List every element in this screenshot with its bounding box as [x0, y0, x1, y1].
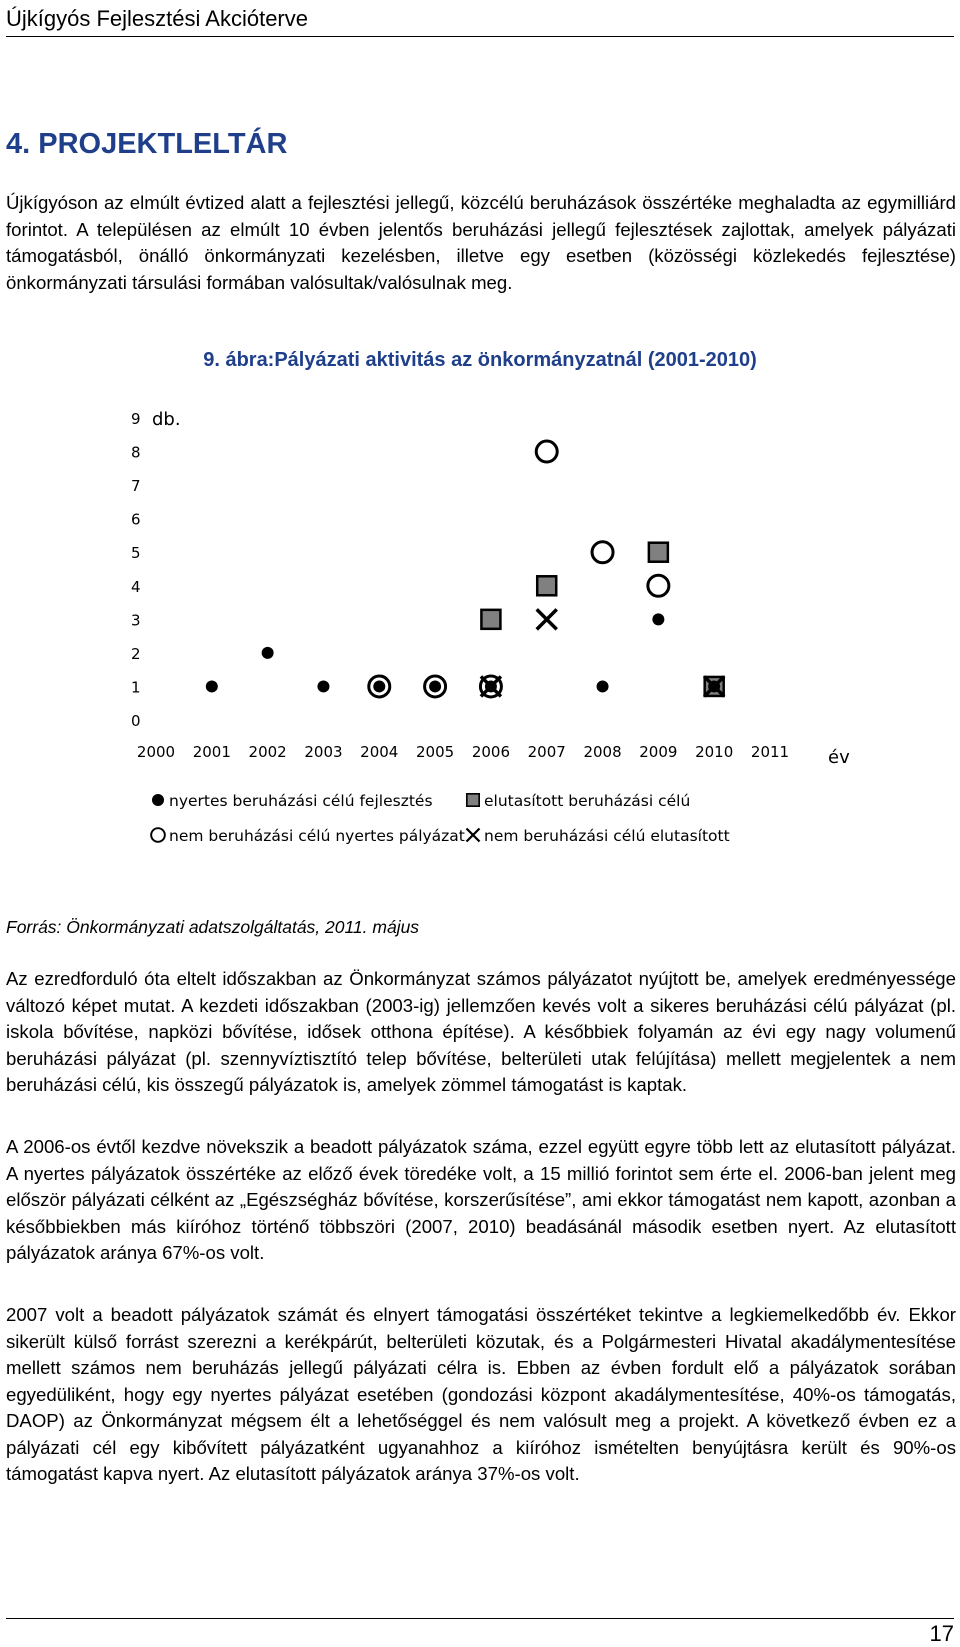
x-tick-label: 2005 [415, 743, 455, 761]
x-tick-label: 2011 [750, 743, 790, 761]
x-tick-label: 2003 [304, 743, 343, 761]
y-tick-label: 5 [131, 544, 141, 563]
x-tick-label: 2007 [527, 743, 566, 761]
legend-marker [467, 794, 479, 806]
legend-marker [152, 794, 164, 806]
body-paragraph-2: A 2006-os évtől kezdve növekszik a beadott pályázatok száma, ezzel együtt egyre több lett az elutasított pályázat. A nyertes pályázatok összértéke az előző évek töredéke volt, a 15 millió forintot sem érte el. 2006-ban jelent meg először pályázati célként az „Egészségház bővítése, korszerűsítése”, ami ekkor támogatást nem kapott, azonban a későbbiekben más kiíróhoz történő többszöri (2007, 2010) beadásánál második esetben nyert. Az elutasított pályázatok aránya 67%-os volt. [6, 1136, 956, 1263]
data-point [481, 610, 500, 629]
x-tick-label: 2006 [471, 743, 511, 761]
legend-label: nem beruházási célú nyertes pályázat [169, 827, 465, 845]
y-tick-label: 4 [131, 577, 141, 596]
y-tick-label: 7 [131, 477, 141, 496]
y-tick-label: 3 [131, 611, 141, 630]
x-tick-label: 2000 [136, 743, 176, 761]
legend-marker [151, 828, 165, 842]
body-paragraph-1: Az ezredforduló óta eltelt időszakban az Önkormányzat számos pályázatot nyújtott be, amelyek eredményessége változó képet mutat. A kezdeti időszakban (2003-ig) jellemzően kevés volt a sikeres beruházási célú pályázat (pl. iskola bővítése, napközi bővítése, idősek otthona építése). A későbbiek folyamán az évi egy nagy volumenű beruházási pályázat (pl. szennyvíztisztító telep bővítése, belterületi utak felújítása) mellett megjelentek a nem beruházási célú, kis összegű pályázatok is, amelyek zömmel támogatást is kaptak. [6, 968, 956, 1095]
figure-source: Forrás: Önkormányzati adatszolgáltatás, 2011. május [6, 917, 420, 937]
data-point [652, 613, 664, 625]
data-point [537, 609, 557, 629]
data-point [373, 680, 385, 692]
section-title: 4. PROJEKTLELTÁR [6, 128, 288, 160]
body-paragraph-3: 2007 volt a beadott pályázatok számát és elnyert támogatási összértéket tekintve a legkiemelkedőbb év. Ekkor sikerült külső forrást szerezni a kerékpárút, belterületi közutak, és a Polgármesteri Hivatal akadálymentesítése mellett számos nem beruházás jellegű pályázati célra is. Ebben az évben fordult elő a pályázatok sorában egyedüliként, hogy egy nyertes pályázat esetében (gondozási központ akadálymentesítése, 40%-os támogatás, DAOP) az Önkormányzat mégsem élt a lehetőséggel és nem valósult meg a projekt. A következő évben ez a pályázati cél egy kibővített pályázatként ugyanahhoz a kiíróhoz ismételten benyújtásra került és 90%-os támogatást kapva nyert. Az elutasított pályázatok aránya 37%-os volt. [6, 1304, 956, 1484]
footer-rule [6, 1618, 954, 1619]
x-tick-label: 2001 [192, 743, 231, 761]
running-header [6, 6, 954, 37]
figure-caption: 9. ábra:Pályázati aktivitás az önkormányzatnál (2001-2010) [203, 349, 757, 371]
data-point [592, 542, 613, 563]
data-point [317, 680, 329, 692]
data-point [648, 575, 669, 596]
legend-label: nyertes beruházási célú fejlesztés [169, 792, 433, 810]
x-tick-label: 2002 [248, 743, 287, 761]
data-point [429, 680, 441, 692]
data-point [262, 647, 274, 659]
y-tick-label: 2 [131, 644, 141, 663]
legend-label: nem beruházási célú elutasított [484, 827, 730, 845]
data-point [649, 543, 668, 562]
data-point [536, 441, 557, 462]
y-tick-label: 6 [131, 510, 141, 529]
data-point [206, 680, 218, 692]
y-tick-label: 1 [131, 678, 141, 697]
x-tick-label: 2010 [695, 743, 734, 761]
y-axis-label: db. [152, 409, 181, 430]
scatter-chart [0, 395, 960, 895]
legend-label: elutasított beruházási célú [484, 792, 691, 810]
intro-paragraph: Újkígyóson az elmúlt évtized alatt a fejlesztési jellegű, közcélú beruházások összértéke meghaladta az egymilliárd forintot. A településen az elmúlt 10 évben jelentős beruházási jellegű fejlesztések zajlottak, amelyek pályázati támogatásból, önálló önkormányzati kezelésben, illetve egy esetben (közösségi közlekedés fejlesztése) önkormányzati társulási formában valósultak/valósulnak meg. [6, 192, 956, 293]
header-title: Újkígyós Fejlesztési Akcióterve [6, 6, 308, 31]
y-tick-label: 8 [131, 443, 141, 462]
data-point [537, 576, 556, 595]
page-number: 17 [929, 1621, 954, 1646]
x-tick-label: 2008 [583, 743, 622, 761]
y-tick-label: 0 [131, 712, 141, 730]
x-tick-label: 2009 [639, 743, 678, 761]
y-tick-label: 9 [131, 410, 141, 428]
x-axis-label: év [828, 747, 850, 768]
x-tick-label: 2004 [360, 743, 399, 761]
data-point [597, 680, 609, 692]
legend-marker [467, 829, 480, 842]
